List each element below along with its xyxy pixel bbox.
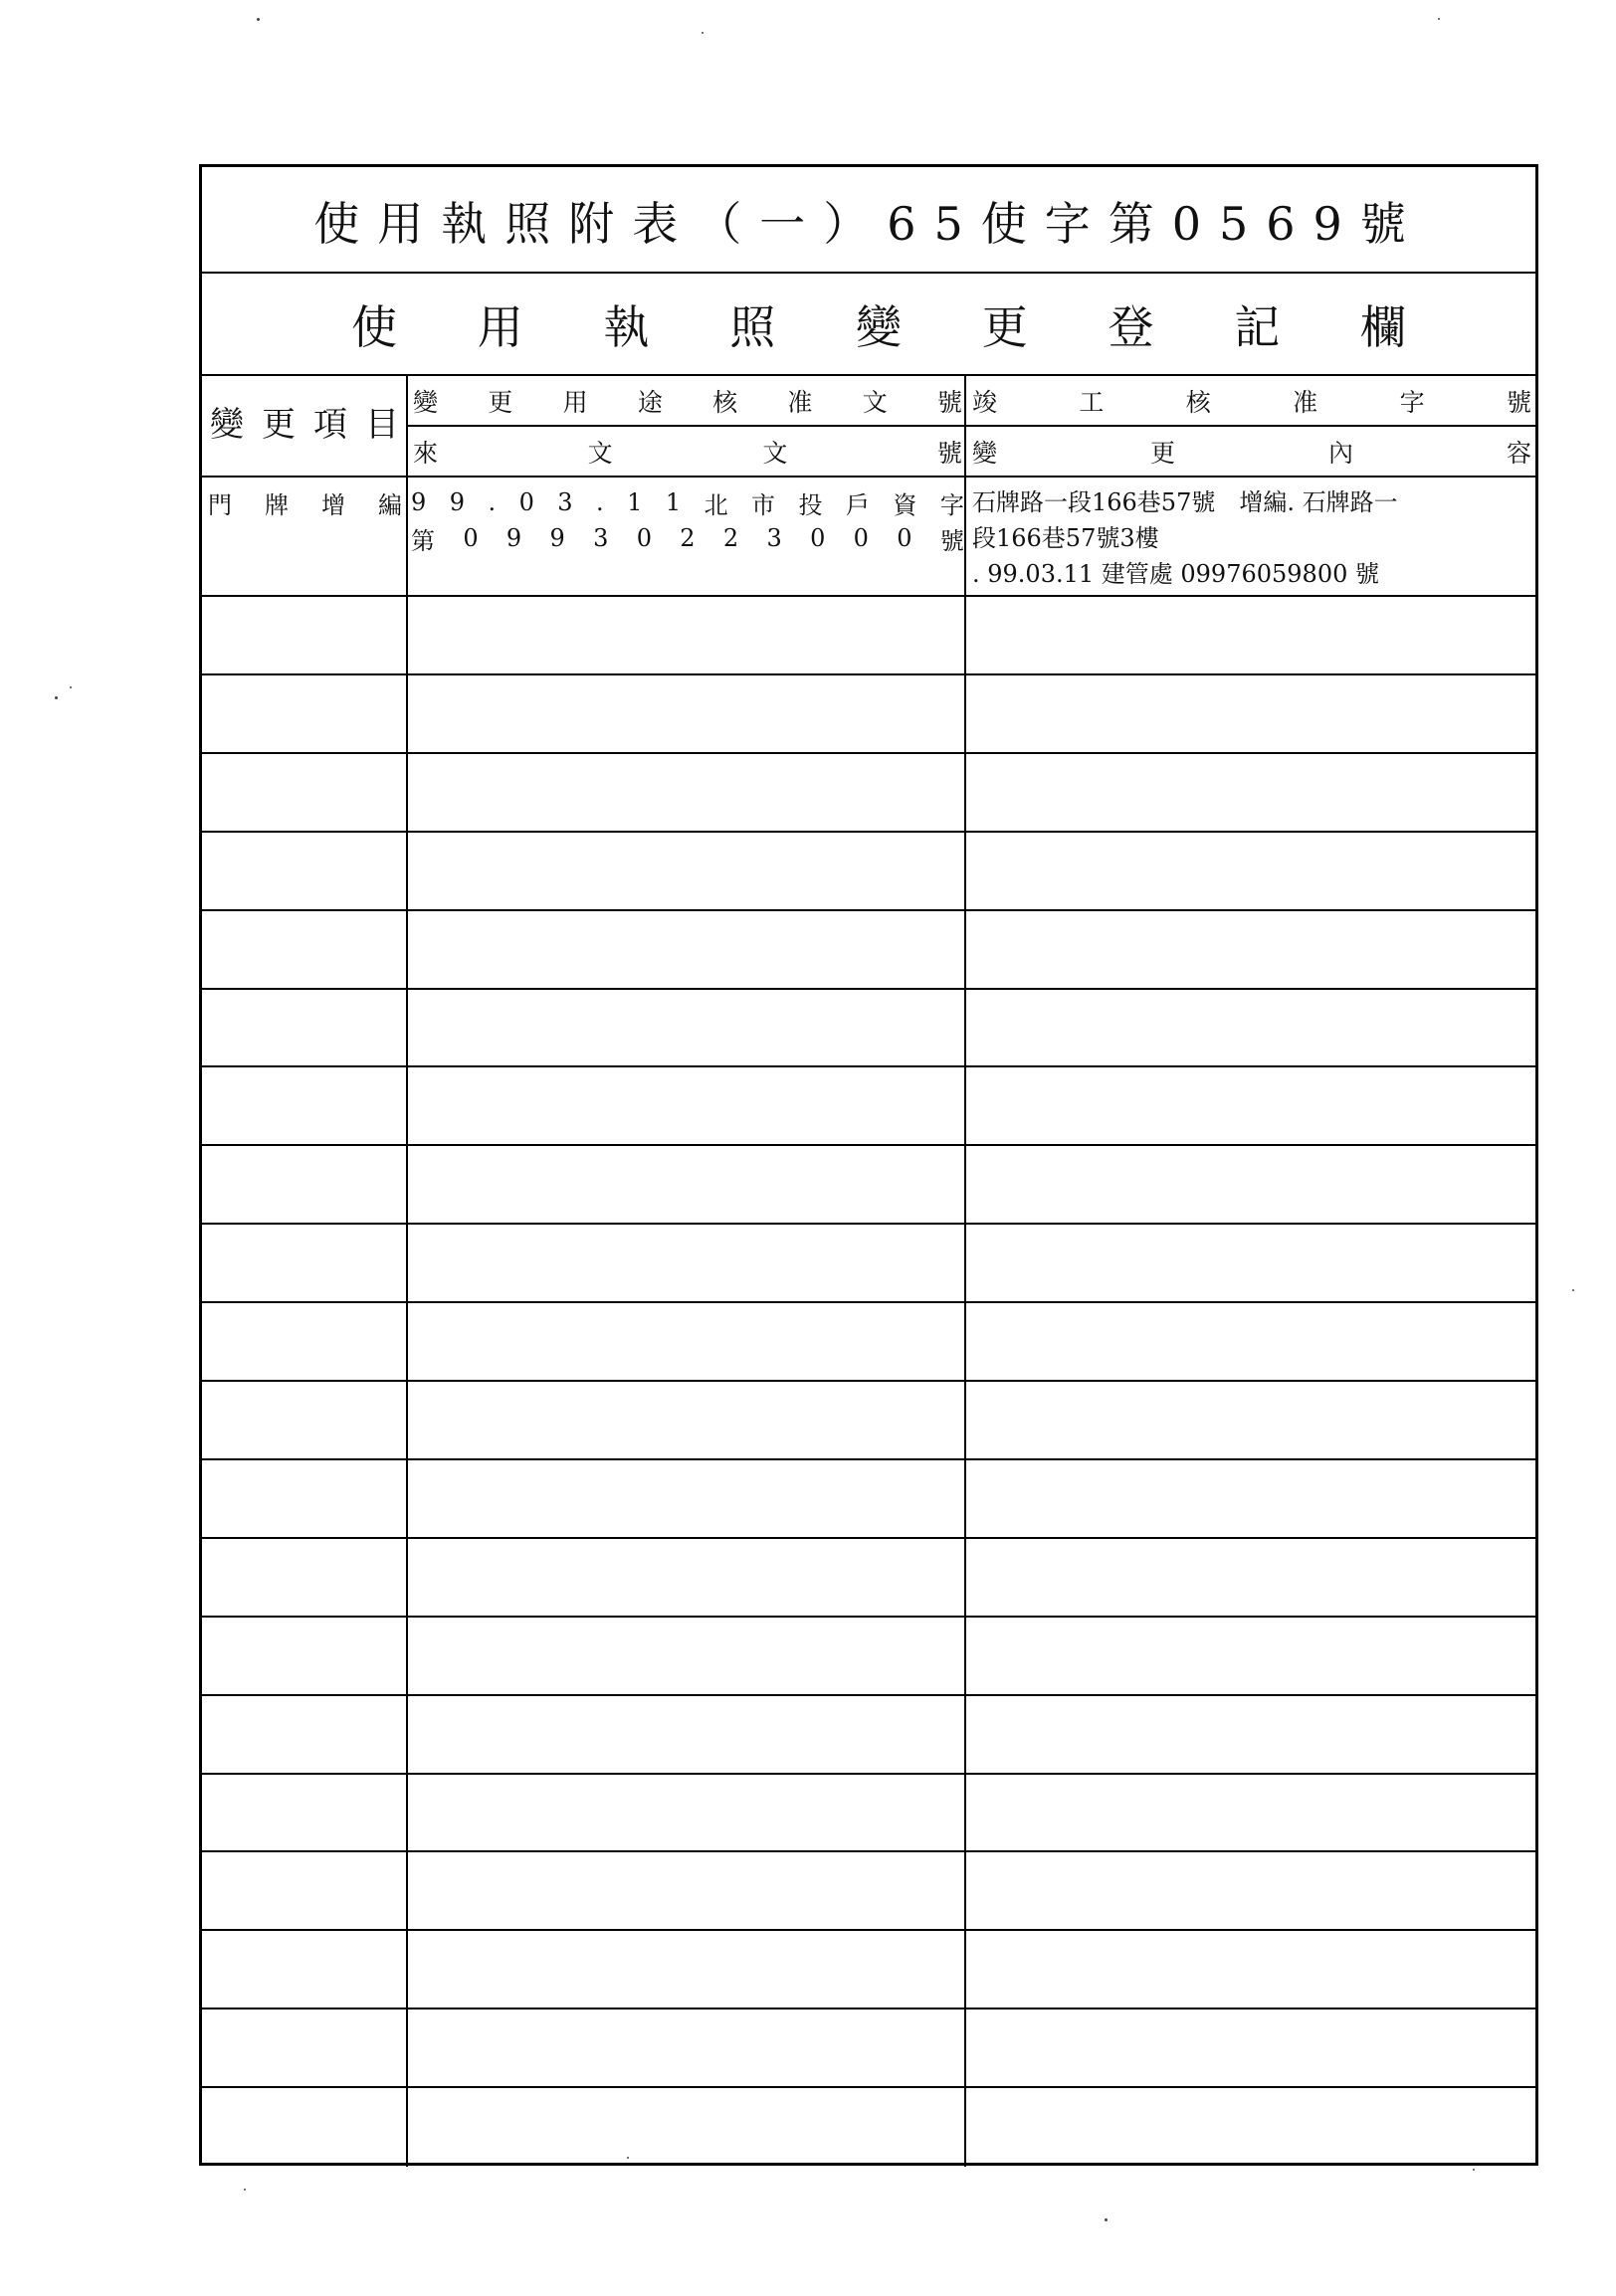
entry-char: 0: [897, 524, 912, 552]
header-char: 竣: [972, 388, 998, 417]
header-char: 用: [562, 388, 588, 417]
entry-char: 0: [518, 488, 534, 516]
header-char: 號: [936, 439, 962, 468]
usage-permit-form: [199, 164, 1538, 2166]
header-char: 內: [1327, 439, 1353, 468]
entry-char: 投: [798, 490, 823, 519]
column-divider: [964, 374, 966, 2167]
header-char: 更: [488, 388, 513, 417]
entry-char: .: [596, 488, 604, 516]
entry-char: 編: [378, 490, 402, 519]
entry-char: 0: [636, 524, 652, 552]
header-char: 容: [1506, 439, 1531, 468]
entry-change-item: [208, 485, 402, 519]
row-divider: [202, 1773, 1535, 1775]
entry-char: 2: [722, 524, 739, 552]
entry-char: 9: [549, 524, 565, 552]
scan-speck: [55, 696, 58, 699]
subtitle-char: 執: [603, 300, 650, 354]
entry-char: 0: [853, 524, 869, 552]
row-divider: [202, 1616, 1535, 1618]
scan-speck: [257, 18, 260, 21]
header-incoming-doc-number: [413, 429, 962, 475]
row-divider: [202, 988, 1535, 990]
header-char: 項: [313, 404, 347, 445]
entry-char: 牌: [265, 490, 289, 519]
entry-doc-number-line1: [411, 485, 964, 519]
header-char: 准: [1293, 388, 1318, 417]
scan-speck: [1105, 2218, 1108, 2221]
header-char: 核: [1185, 388, 1211, 417]
scan-speck: [1438, 18, 1440, 20]
column-divider: [406, 374, 408, 2167]
row-divider: [202, 1458, 1535, 1460]
subtitle-char: 用: [477, 300, 523, 354]
entry-char: 戶: [845, 490, 870, 519]
header-bottom-divider: [202, 476, 1535, 478]
header-inner-divider: [408, 425, 1535, 427]
header-char: 文: [862, 388, 888, 417]
entry-char: 1: [665, 488, 682, 516]
header-char: 工: [1079, 388, 1105, 417]
row-divider: [202, 2086, 1535, 2088]
header-char: 文: [762, 439, 788, 468]
entry-char: 0: [810, 524, 826, 552]
scan-speck: [70, 686, 72, 688]
header-char: 更: [1149, 439, 1175, 468]
subtitle-char: 照: [729, 300, 776, 354]
title-divider: [202, 272, 1535, 274]
entry-char: .: [488, 488, 497, 516]
row-divider: [202, 1929, 1535, 1931]
entry-change-content-line1: 石牌路一段166巷57號 增編. 石牌路一: [972, 488, 1398, 516]
row-divider: [202, 595, 1535, 597]
row-divider: [202, 1301, 1535, 1303]
entry-change-content-line3: . 99.03.11 建管處 09976059800 號: [972, 560, 1379, 588]
subtitle-divider: [202, 374, 1535, 376]
row-divider: [202, 673, 1535, 675]
row-divider: [202, 1694, 1535, 1696]
entry-char: 1: [627, 488, 643, 516]
entry-char: 號: [939, 526, 964, 555]
header-char: 核: [712, 388, 738, 417]
entry-char: 資: [893, 490, 917, 519]
entry-char: 9: [505, 524, 522, 552]
scan-speck: [702, 32, 704, 34]
header-char: 號: [936, 388, 962, 417]
header-char: 變: [413, 388, 439, 417]
header-change-item: [210, 396, 399, 446]
entry-char: 增: [321, 490, 345, 519]
header-approval-doc-number: [413, 378, 962, 424]
subtitle-char: 記: [1234, 300, 1281, 354]
row-divider: [202, 1850, 1535, 1852]
entry-change-content-line2: 段166巷57號3樓: [972, 524, 1159, 552]
entry-char: 2: [680, 524, 696, 552]
form-subtitle: [351, 285, 1406, 364]
header-char: 來: [413, 439, 439, 468]
entry-char: 字: [939, 490, 964, 519]
entry-char: 9: [449, 488, 466, 516]
entry-char: 9: [411, 488, 427, 516]
header-completion-approval-number: [972, 378, 1531, 424]
row-divider: [202, 1537, 1535, 1539]
header-change-content: [972, 429, 1531, 475]
form-title: 使用執照附表（一）65使字第0569號: [313, 197, 1424, 251]
scan-speck: [1473, 2169, 1475, 2171]
header-char: 更: [262, 404, 296, 445]
entry-char: 第: [411, 526, 435, 555]
row-divider: [202, 1065, 1535, 1067]
row-divider: [202, 1380, 1535, 1382]
subtitle-char: 欄: [1360, 300, 1406, 354]
entry-doc-number-line2: [411, 521, 964, 555]
header-char: 號: [1506, 388, 1531, 417]
row-divider: [202, 1144, 1535, 1146]
header-char: 准: [787, 388, 813, 417]
entry-char: 3: [766, 524, 782, 552]
subtitle-char: 更: [981, 300, 1028, 354]
subtitle-char: 使: [351, 300, 397, 354]
entry-char: 市: [751, 490, 776, 519]
header-char: 字: [1399, 388, 1425, 417]
entry-char: 3: [557, 488, 573, 516]
entry-char: 門: [208, 490, 232, 519]
row-divider: [202, 1223, 1535, 1225]
row-divider: [202, 2008, 1535, 2009]
row-divider: [202, 831, 1535, 833]
entry-char: 3: [593, 524, 609, 552]
header-char: 途: [637, 388, 663, 417]
scan-speck: [627, 2157, 629, 2159]
row-divider: [202, 752, 1535, 754]
scan-speck: [1572, 1289, 1574, 1291]
header-char: 文: [587, 439, 613, 468]
subtitle-char: 登: [1108, 300, 1154, 354]
header-char: 變: [972, 439, 998, 468]
entry-char: 0: [463, 524, 479, 552]
scan-speck: [244, 2189, 246, 2191]
header-char: 目: [365, 404, 399, 445]
row-divider: [202, 909, 1535, 911]
header-char: 變: [210, 404, 244, 445]
subtitle-char: 變: [856, 300, 902, 354]
entry-char: 北: [704, 490, 728, 519]
